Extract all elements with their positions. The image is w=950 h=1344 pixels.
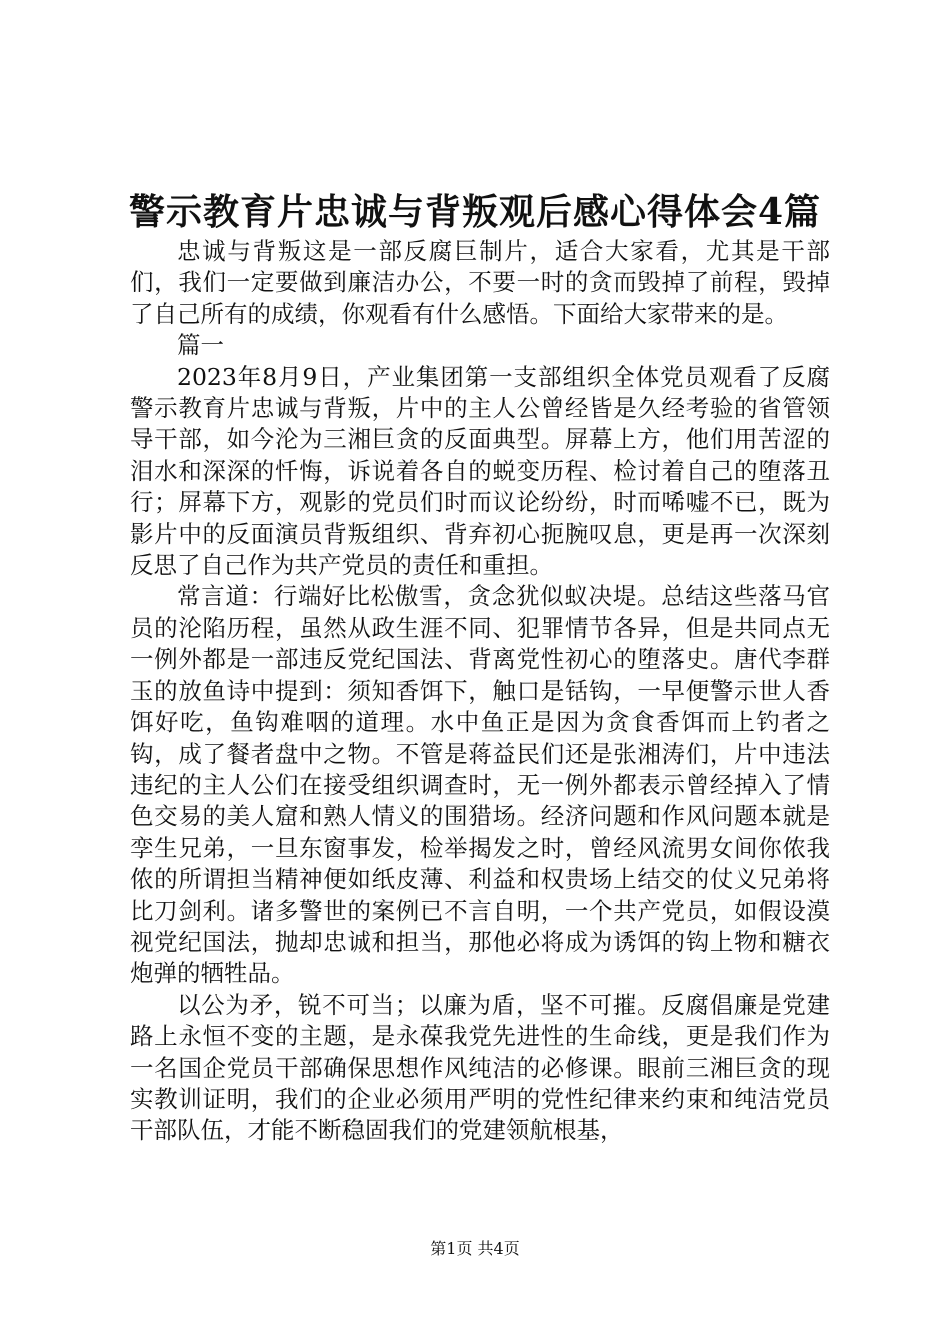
page-total: 共4页 [477, 1239, 520, 1258]
paragraph-intro: 忠诚与背叛这是一部反腐巨制片，适合大家看，尤其是干部们，我们一定要做到廉洁办公，不要一时的贪而毁掉了前程，毁掉了自己所有的成绩，你观看有什么感悟。下面给大家带来的是。 [130, 237, 830, 328]
page-number: 第1页 [430, 1239, 473, 1258]
paragraph: 以公为矛，锐不可当；以廉为盾，坚不可摧。反腐倡廉是党建路上永恒不变的主题，是永葆我党先进性的生命线，更是我们作为一名国企党员干部确保思想作风纯洁的必修课。眼前三湘巨贪的现实教训证明，我们的企业必须用严明的党性纪律来约束和纯洁党员干部队伍，才能不断稳固我们的党建领航根基， [130, 990, 830, 1145]
paragraph: 常言道：行端好比松傲雪，贪念犹似蚁决堤。总结这些落马官员的沦陷历程，虽然从政生涯不同、犯罪情节各异，但是共同点无一例外都是一部违反党纪国法、背离党性初心的堕落史。唐代李群玉的放鱼诗中提到：须知香饵下，触口是铦钩，一早便警示世人香饵好吃，鱼钩难咽的道理。水中鱼正是因为贪食香饵而上钓者之钩，成了餐者盘中之物。不管是蒋益民们还是张湘涛们，片中违法违纪的主人公们在接受组织调查时，无一例外都表示曾经掉入了情色交易的美人窟和熟人情义的围猎场。经济问题和作风问题本就是孪生兄弟，一旦东窗事发，检举揭发之时，曾经风流男女间你侬我侬的所谓担当精神便如纸皮薄、利益和权贵场上结交的仗义兄弟将比刀剑利。诸多警世的案例已不言自明，一个共产党员，如假设漠视党纪国法，抛却忠诚和担当，那他必将成为诱饵的钩上物和糖衣炮弹的牺牲品。 [130, 582, 830, 988]
document-body [130, 236, 830, 1147]
page-title: 警示教育片忠诚与背叛观后感心得体会4篇 [128, 191, 822, 233]
page-footer [0, 1238, 950, 1260]
section-heading-part-one: 篇一 [177, 331, 224, 360]
paragraph: 2023年8月9日，产业集团第一支部组织全体党员观看了反腐警示教育片忠诚与背叛，片中的主人公曾经皆是久经考验的省管领导干部，如今沦为三湘巨贪的反面典型。屏幕上方，他们用苦涩的泪水和深深的忏悔，诉说着各自的蜕变历程、检讨着自己的堕落丑行；屏幕下方，观影的党员们时而议论纷纷，时而唏嘘不已，既为影片中的反面演员背叛组织、背弃初心扼腕叹息，更是再一次深刻反思了自己作为共产党员的责任和重担。 [130, 362, 830, 580]
